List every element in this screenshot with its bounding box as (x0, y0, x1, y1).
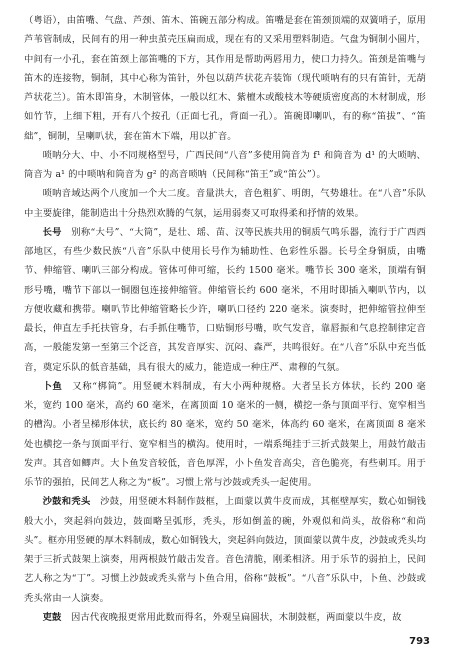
paragraph-text: （粤语），由笛嘴、气盘、芦颈、笛木、笛碗五部分构成。笛嘴是套在笛颈顶端的双簧哨子，原用芦苇管制成，民间有的用一种虫茧壳压扁而成，现在有的又采用塑料制造。气盘为铜制小圆片，中间有一小孔，套在笛颈上部笛嘴的下方，其作用是帮助两唇用力，使口力持久。笛颈是笛嘴与笛木的连接物，铜制，其中心称为笛针，外包以葫芦状花卉装饰（现代唢呐有的只有笛针，无葫芦状花兰）。笛木即笛身，木制管体，一般以红木、紫檀木或酸枝木等硬质密度高的木材制成，形如竹节，上细下粗，开有八个按孔（正面七孔，背面一孔）。笛碗即喇叭，有的称“笛拔”、“笛絀”，铜制，呈喇叭状，套在笛木下端，用以扩音。 (24, 15, 426, 142)
paragraph-text: 又称“梆筒”。用竖硬木料制成，有大小两种规格。大者呈长方体状，长约 200 毫米，宽约 100 毫米，高约 60 毫米，在离顶面 10 毫米的一侧，横挖一条与顶面平行、宽窄相当的槽沟。小者呈梯形体状，底长约 80 毫米，宽约 50 毫米，体高约 60 毫米，在离顶面 8 毫米处也横挖一条与顶面平行、宽窄相当的横沟。使用时，一端系绳挂于三折式鼓架上，用鼓竹敲击发声。其音如鲫声。大卜鱼发音较低，音色厚浑，小卜鱼发音高尖，音色脆亮，有些刺耳。用于乐节的强拍，民间艺人称之为“板”。习惯上常与沙鼓或秃头一起使用。 (24, 380, 426, 488)
paragraph (24, 377, 426, 493)
paragraph-text: 沙鼓，用竖硬木料制作鼓框，上面蒙以黄牛皮而成，其框壁厚实，数心如铜钱般大小，突起斜向鼓边，鼓面略呈弧形，秃头，形如倒盖的碗，外观似和尚头，故俗称“和尚头”。框亦用竖硬的厚木料制成，数心如铜钱大，突起斜向鼓边，顶面蒙以黄牛皮，沙鼓或秃头均架于三折式鼓架上演奏，用两根鼓竹敲击发音。音色清脆，刚柔相济。用于乐节的弱拍上，民间艺人称之为“丁”。习惯上沙鼓或秃头常与卜鱼合用，俗称“鼓板”。“八音”乐队中，卜鱼、沙鼓或秃头常由一人演奏。 (24, 496, 426, 604)
paragraph-text: 别称“大号”、“大筒”，是壮、瑶、苗、汉等民族共用的铜质气鸣乐器，流行于广西西部地区，有些少数民族“八音”乐队中使用长号作为辅助性、色彩性乐器。长号全身铜质，由嘴节、伸缩管、喇叭三部分构成。管体可伸可缩，长约 1500 毫米。嘴节长 300 毫米，顶端有铜形号嘴，嘴节下部以一铜圈包连接伸缩管。伸缩管长约 600 毫米，不用时即插入喇叭节内，以方便收藏和携带。喇叭节比伸缩管略长少许，喇叭口径约 220 毫米。演奏时，把伸缩管拉伸至最长，伸直左手托扶管身，右手抓住嘴节，口贴铜形号嘴，吹气发音，靠唇振和气息控制律定音高，一般能发第一至第三个泛音，其发音厚实、沉闷、森严，共鸣很好。在“八音”乐队中充当低音，奠定乐队的低音基础，具有很大的威力，能造成一种庄严、肃穆的气氛。 (24, 226, 426, 373)
paragraph (24, 11, 426, 146)
paragraph-text: 唢呐音域达两个八度加一个大二度。音量洪大，音色粗犷、明朗，气势雄壮。在“八音”乐队中主要旋律，能制造出十分热烈欢腾的气氛，运用弱奏又可取得柔和抒情的效果。 (24, 188, 426, 219)
paragraph (24, 184, 426, 223)
paragraph (24, 146, 426, 185)
paragraph-text: 唢呐分大、中、小不同规格型号，广西民间“八音”多使用筒音为 f¹ 和筒音为 d¹ 的大唢呐、筒音为 a¹ 的中唢呐和筒音为 g² 的高音唢呐（民间称“笛王”或“笛公”）。 (24, 149, 426, 180)
entry-term: 卜鱼 (42, 380, 63, 392)
paragraph (24, 223, 426, 377)
page-number: 793 (409, 636, 430, 647)
paragraph (24, 608, 426, 627)
paragraph (24, 492, 426, 608)
entry-term: 吏鼓 (42, 611, 62, 623)
entry-term: 长号 (42, 226, 62, 238)
entry-term: 沙鼓和秃头 (42, 496, 91, 508)
page-body (24, 11, 426, 627)
paragraph-text: 因古代夜晚报更常用此数而得名，外观呈扁圆状，木制鼓框，两面蒙以牛皮，故 (70, 611, 402, 623)
